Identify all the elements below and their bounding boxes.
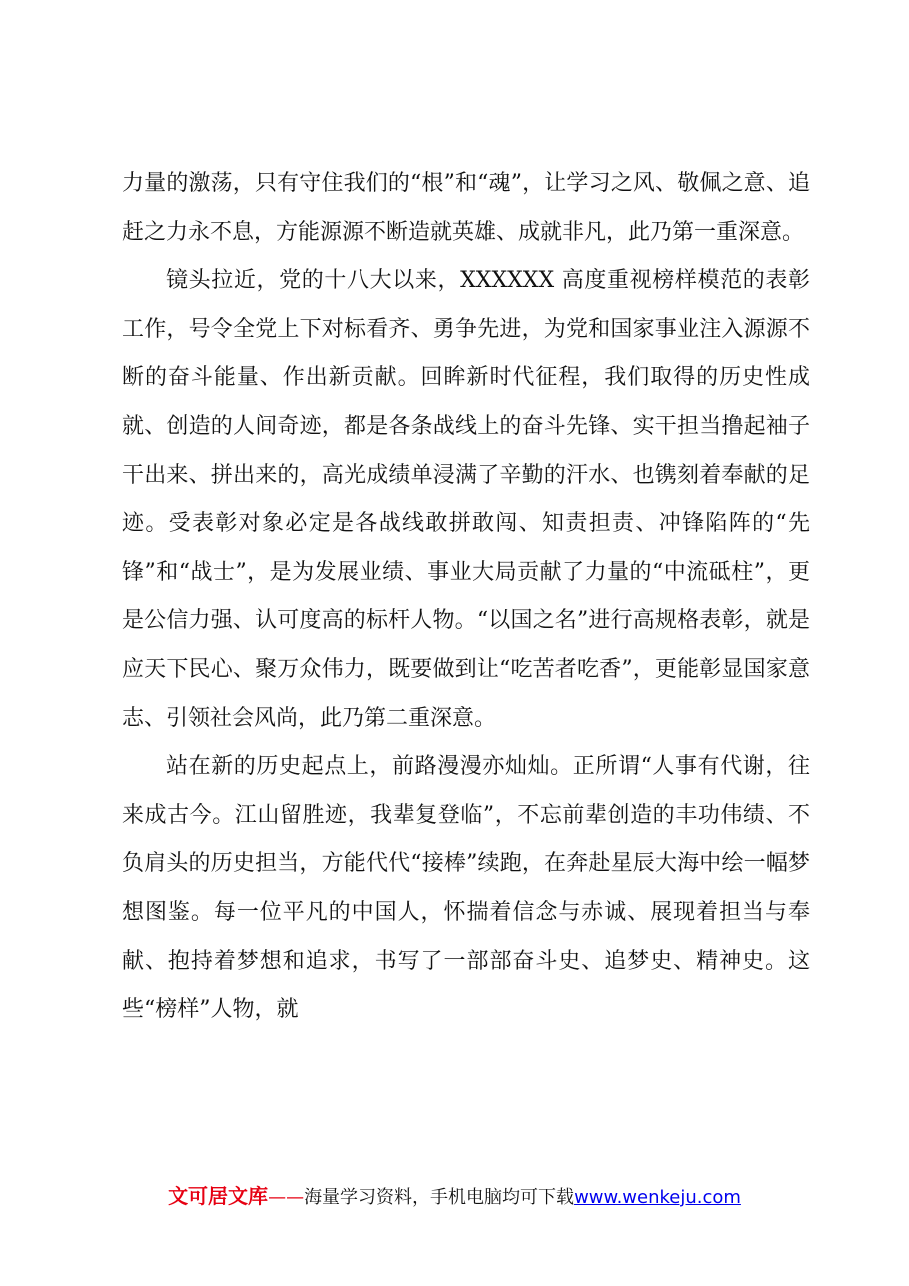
footer-brand: 文可居文库 bbox=[168, 1184, 269, 1208]
footer-banner bbox=[0, 1184, 909, 1210]
footer-dash: —— bbox=[268, 1187, 305, 1208]
footer-slogan: 海量学习资料，手机电脑均可下载 bbox=[304, 1187, 575, 1208]
paragraph-1: 力量的激荡，只有守住我们的“根”和“魂”，让学习之风、敬佩之意、追赶之力永不息，方能源源不断造就英雄、成就非凡，此乃第一重深意。 bbox=[122, 171, 810, 245]
footer-website-link[interactable]: www.wenkeju.com bbox=[574, 1187, 741, 1208]
paragraph-2: 镜头拉近，党的十八大以来，XXXXXX 高度重视榜样模范的表彰工作，号令全党上下对标看齐、勇争先进，为党和国家事业注入源源不断的奋斗能量、作出新贡献。回眸新时代征程，我们取得的历史性成就、创造的人间奇迹，都是各条战线上的奋斗先锋、实干担当撸起袖子干出来、拼出来的，高光成绩单浸满了辛勤的汗水、也镌刻着奉献的足迹。受表彰对象必定是各战线敢拼敢闯、知责担责、冲锋陷阵的“先锋”和“战士”，是为发展业绩、事业大局贡献了力量的“中流砥柱”，更是公信力强、认可度高的标杆人物。“以国之名”进行高规格表彰，就是应天下民心、聚万众伟力，既要做到让“吃苦者吃香”，更能彰显国家意志、引领社会风尚，此乃第二重深意。 bbox=[122, 268, 810, 731]
document-body bbox=[122, 160, 810, 1035]
paragraph-3: 站在新的历史起点上，前路漫漫亦灿灿。正所谓“人事有代谢，往来成古今。江山留胜迹，我辈复登临”，不忘前辈创造的丰功伟绩、不负肩头的历史担当，方能代代“接棒”续跑，在奔赴星辰大海中绘一幅梦想图鉴。每一位平凡的中国人，怀揣着信念与赤诚、展现着担当与奉献、抱持着梦想和追求，书写了一部部奋斗史、追梦史、精神史。这些“榜样”人物，就 bbox=[122, 754, 810, 1023]
